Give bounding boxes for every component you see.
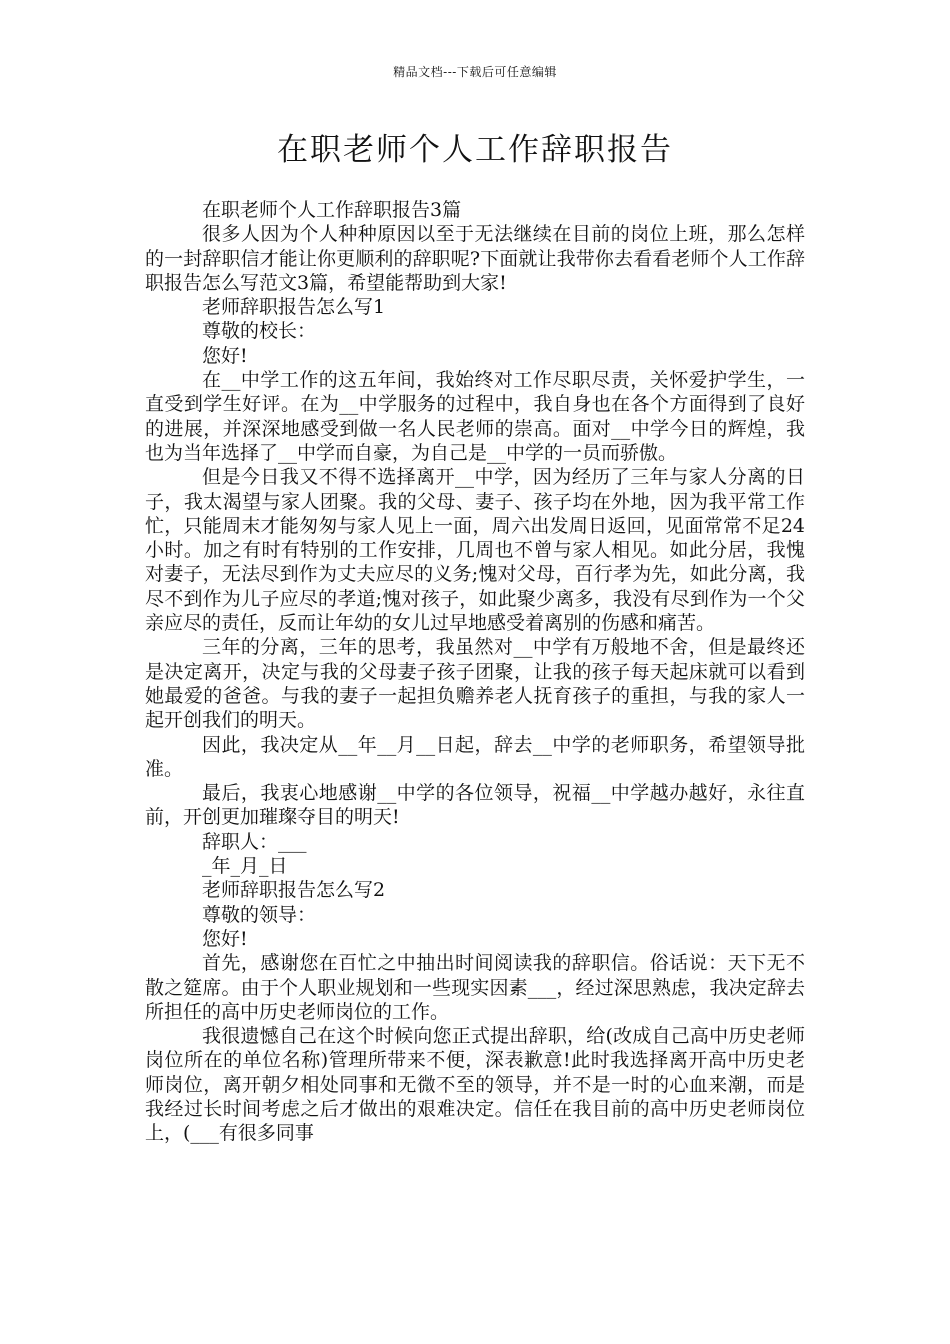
paragraph-15: 您好! (202, 927, 248, 950)
paragraph-1: 在职老师个人工作辞职报告3篇 (202, 199, 462, 221)
paragraph-8: 三年的分离，三年的思考，我虽然对__中学有万般地不舍，但是最终还是决定离开，决定与我的父母妻子孩子团聚，让我的孩子每天起床就可以看到她最爱的爸爸。与我的妻子一起担负赡养老人抚育孩子的重担，与我的家人一起开创我们的明天。 (145, 636, 805, 732)
paragraph-13: 老师辞职报告怎么写2 (202, 879, 386, 902)
paragraph-10: 最后，我衷心地感谢__中学的各位领导，祝福__中学越办越好，永往直前，开创更加璀璨夺目的明天! (145, 782, 805, 829)
paragraph-7: 但是今日我又不得不选择离开__中学，因为经历了三年与家人分离的日子，我太渴望与家人团聚。我的父母、妻子、孩子均在外地，因为我平常工作忙，只能周末才能匆匆与家人见上一面，周六出发周日返回，见面常常不足24小时。加之有时有特别的工作安排，几周也不曾与家人相见。如此分居，我愧对妻子，无法尽到作为丈夫应尽的义务;愧对父母，百行孝为先，如此分离，我尽不到作为儿子应尽的孝道;愧对孩子，如此聚少离多，我没有尽到作为一个父亲应尽的责任，反而让年幼的女儿过早地感受着离别的伤感和痛苦。 (145, 466, 805, 635)
paragraph-6: 在__中学工作的这五年间，我始终对工作尽职尽责，关怀爱护学生，一直受到学生好评。在为__中学服务的过程中，我自身也在各个方面得到了良好的进展，并深深地感受到做一名人民老师的崇高。面对__中学今日的辉煌，我也为当年选择了__中学而自豪，为自己是__中学的一员而骄傲。 (145, 369, 805, 464)
paragraph-2: 很多人因为个人种种原因以至于无法继续在目前的岗位上班，那么怎样的一封辞职信才能让你更顺利的辞职呢?下面就让我带你去看看老师个人工作辞职报告怎么写范文3篇，希望能帮助到大家! (145, 223, 805, 294)
paragraph-14: 尊敬的领导： (202, 903, 317, 926)
paragraph-17: 我很遗憾自己在这个时候向您正式提出辞职，给(改成自己高中历史老师岗位所在的单位名称)管理所带来不便，深表歉意!此时我选择离开高中历史老师岗位，离开朝夕相处同事和无微不至的领导，并不是一时的心血来潮，而是我经过长时间考虑之后才做出的艰难决定。信任在我目前的高中历史老师岗位上，(___有很多同事 (145, 1025, 805, 1145)
paragraph-16: 首先，感谢您在百忙之中抽出时间阅读我的辞职信。俗话说：天下无不散之筵席。由于个人职业规划和一些现实因素___，经过深思熟虑，我决定辞去所担任的高中历史老师岗位的工作。 (145, 952, 805, 1023)
paragraph-3: 老师辞职报告怎么写1 (202, 296, 386, 319)
document-body (145, 198, 805, 1146)
paragraph-9: 因此，我决定从__年__月__日起，辞去__中学的老师职务，希望领导批准。 (145, 733, 805, 780)
paragraph-12: _年_月_日 (202, 855, 288, 878)
paragraph-4: 尊敬的校长： (202, 320, 317, 343)
paragraph-11: 辞职人：___ (202, 830, 307, 853)
page-header-note: 精品文档---下载后可任意编辑 (393, 65, 557, 79)
paragraph-5: 您好! (202, 344, 248, 367)
document-title: 在职老师个人工作辞职报告 (277, 132, 673, 168)
